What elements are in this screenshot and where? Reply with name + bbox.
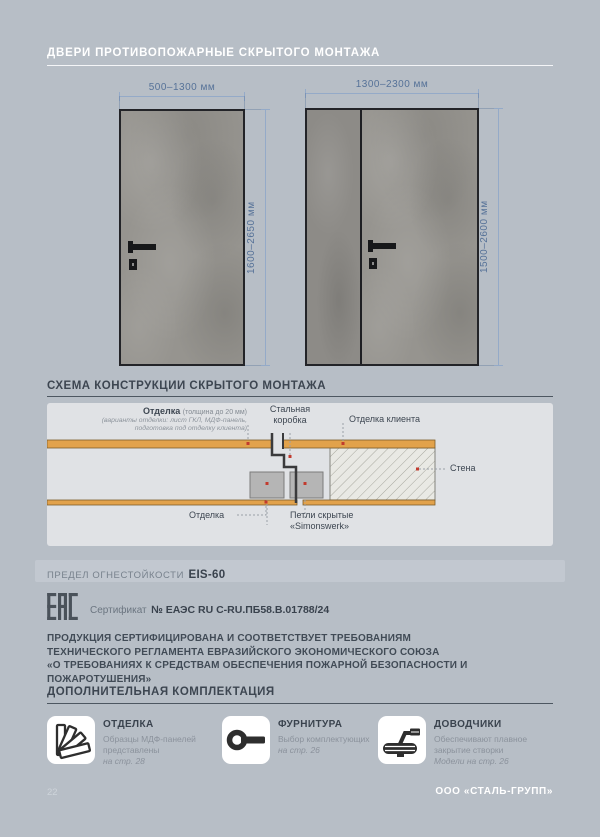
accessories-rule: [47, 703, 553, 704]
wall-hatch: [330, 448, 435, 500]
extension-line: [119, 96, 120, 109]
accessories-section-title: ДОПОЛНИТЕЛЬНАЯ КОМПЛЕКТАЦИЯ: [47, 686, 275, 698]
double-door-narrow-leaf: [307, 110, 360, 364]
eac-mark-icon: [47, 593, 78, 620]
accessory-description: Обеспечивают плавное закрытие створки Модели на стр. 26: [434, 734, 554, 767]
door-handle-icon: [128, 241, 158, 273]
extension-line: [244, 96, 245, 109]
double-door-wide-leaf: [362, 110, 477, 364]
finish-label-bold: Отделка: [142, 406, 181, 416]
wall-label: Стена: [450, 463, 476, 473]
certificate-line: [90, 600, 329, 618]
accessory-title: ФУРНИТУРА: [278, 719, 343, 730]
scheme-section-title: СХЕМА КОНСТРУКЦИИ СКРЫТОГО МОНТАЖА: [47, 380, 326, 392]
scheme-rule: [47, 396, 553, 397]
double-door: [305, 108, 479, 366]
page-number: 22: [47, 787, 58, 798]
certification-statement: [47, 632, 567, 686]
single-door-height-dimension: 1600–2650 мм: [246, 201, 257, 274]
finish-variants-line2: подготовка под отделку клиента): [134, 425, 247, 432]
fire-rating-label: ПРЕДЕЛ ОГНЕСТОЙКОСТИ: [47, 570, 185, 581]
certificate-number: № ЕАЭС RU С-RU.ПБ58.В.01788/24: [151, 604, 330, 616]
finish-label-note: (толщина до 20 мм): [182, 409, 247, 416]
client-finish-label: Отделка клиента: [349, 414, 420, 424]
double-door-width-dimension: 1300–2300 мм: [355, 79, 429, 90]
single-door-leaf: [119, 109, 245, 366]
header-rule: [47, 65, 553, 66]
finish-variants-line1: (варианты отделки: лист ГКЛ, МДФ-панель,: [101, 417, 247, 424]
accessory-item-closers: [434, 719, 554, 767]
certificate-label: Сертификат: [90, 605, 147, 616]
door-handle-icon: [368, 240, 398, 272]
accessory-tile-finish: [47, 716, 95, 764]
extension-line: [305, 93, 306, 108]
accessory-title: ДОВОДЧИКИ: [434, 719, 502, 730]
accessory-item-hardware: [278, 719, 393, 756]
samples-fan-icon: [47, 716, 95, 764]
accessory-description: Образцы МДФ-панелей представлены на стр. 28: [103, 734, 218, 767]
accessory-tile-closers: [378, 716, 426, 764]
door-closer-icon: [378, 716, 426, 764]
finish-bottom-label: Отделка: [189, 510, 225, 520]
page-reference: на стр. 26: [278, 745, 320, 755]
hinges-label: Петли скрытые «Simonswerk»: [290, 510, 354, 531]
scheme-panel: [47, 403, 553, 546]
page-reference: Модели на стр. 26: [434, 756, 509, 766]
statement-line: ПРОДУКЦИЯ СЕРТИФИЦИРОВАНА И СООТВЕТСТВУЕТ ТРЕБОВАНИЯМ: [47, 633, 412, 644]
page-title: ДВЕРИ ПРОТИВОПОЖАРНЫЕ СКРЫТОГО МОНТАЖА: [47, 47, 381, 59]
fire-rating-value: EIS-60: [188, 569, 226, 581]
accessory-tile-hardware: [222, 716, 270, 764]
single-door-width-dimension: 500–1300 мм: [148, 82, 216, 93]
company-name: ООО «СТАЛЬ-ГРУПП»: [435, 786, 553, 797]
door-handle-icon: [222, 716, 270, 764]
extension-line: [478, 93, 479, 108]
double-door-height-dimension: 1500–2600 мм: [479, 200, 490, 274]
statement-line: «О ТРЕБОВАНИЯХ К СРЕДСТВАМ ОБЕСПЕЧЕНИЯ ПОЖАРНОЙ БЕЗОПАСНОСТИ И ПОЖАРОТУШЕНИЯ»: [47, 660, 468, 685]
steel-frame-label: Стальная коробка: [269, 404, 311, 425]
accessory-title: ОТДЕЛКА: [103, 719, 154, 730]
accessory-item-finish: [103, 719, 218, 767]
single-door-width-dim-line: [119, 96, 245, 97]
hinge-blocks: [250, 472, 323, 498]
double-door-width-dim-line: [305, 93, 479, 94]
fire-rating-band: [35, 560, 565, 582]
single-door-height-dim-line: [265, 109, 266, 366]
accessory-description: Выбор комплектующих на стр. 26: [278, 734, 393, 756]
page-reference: на стр. 28: [103, 756, 145, 766]
double-door-height-dim-line: [498, 108, 499, 366]
statement-line: ТЕХНИЧЕСКОГО РЕГЛАМЕНТА ЕВРАЗИЙСКОГО ЭКОНОМИЧЕСКОГО СОЮЗА: [47, 646, 440, 658]
